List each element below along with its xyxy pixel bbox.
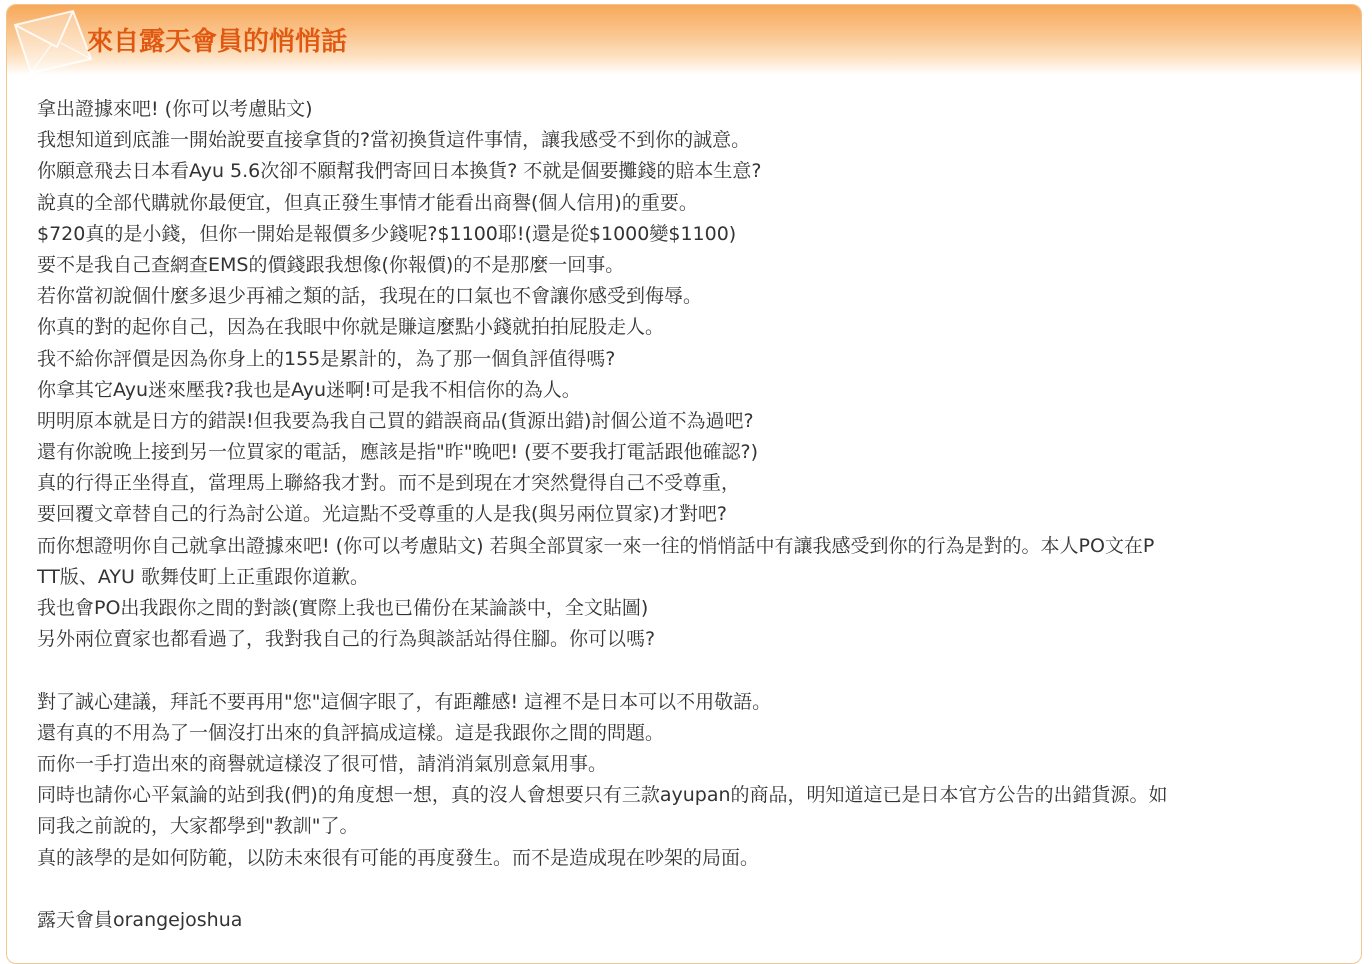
message-line: 你願意飛去日本看Ayu 5.6次卻不願幫我們寄回日本換貨? 不就是個要攤錢的賠本生意? <box>37 160 762 183</box>
message-line: 還有真的不用為了一個沒打出來的負評搞成這樣。這是我跟你之間的問題。 <box>37 721 665 744</box>
message-line: 我也會PO出我跟你之間的對談(實際上我也已備份在某論談中，全文貼圖) <box>37 597 649 619</box>
message-line: 同時也請你心平氣論的站到我(們)的角度想一想，真的沒人會想要只有三款ayupan的商品，明知道這已是日本官方公告的出錯貨源。如 <box>37 784 1168 807</box>
message-line: 而你想證明你自己就拿出證據來吧! (你可以考慮貼文) 若與全部買家一來一往的悄悄話中有讓我感受到你的行為是對的。本人PO文在P <box>37 534 1155 557</box>
message-header <box>7 5 1361 75</box>
message-line: 你拿其它Ayu迷來壓我?我也是Ayu迷啊!可是我不相信你的為人。 <box>37 378 581 401</box>
page-title: 來自露天會員的悄悄話 <box>87 27 348 57</box>
message-line: TT版、AYU 歌舞伎町上正重跟你道歉。 <box>37 565 369 588</box>
paragraph-spacer <box>37 874 1335 905</box>
message-paragraph-1 <box>37 94 1335 655</box>
message-line: 真的行得正坐得直，當理馬上聯絡我才對。而不是到現在才突然覺得自己不受尊重， <box>37 472 741 495</box>
message-paragraph-2 <box>37 687 1335 874</box>
message-line: 明明原本就是日方的錯誤!但我要為我自己買的錯誤商品(貨源出錯)討個公道不為過吧? <box>37 409 754 432</box>
message-line: 而你一手打造出來的商譽就這樣沒了很可惜，請消消氣別意氣用事。 <box>37 752 608 775</box>
message-line: $720真的是小錢，但你一開始是報價多少錢呢?$1100耶!(還是從$1000變$1100) <box>37 222 737 245</box>
envelope-icon <box>11 7 97 75</box>
message-line: 要回覆文章替自己的行為討公道。光這點不受尊重的人是我(與另兩位買家)才對吧? <box>37 503 727 526</box>
paragraph-spacer <box>37 655 1335 686</box>
message-line: 若你當初說個什麼多退少再補之類的話，我現在的口氣也不會讓你感受到侮辱。 <box>37 285 703 308</box>
message-line: 你真的對的起你自己，因為在我眼中你就是賺這麼點小錢就拍拍屁股走人。 <box>37 316 665 339</box>
message-line: 要不是我自己查網查EMS的價錢跟我想像(你報價)的不是那麼一回事。 <box>37 253 625 276</box>
message-body <box>37 94 1335 936</box>
message-line: 說真的全部代購就你最便宜，但真正發生事情才能看出商譽(個人信用)的重要。 <box>37 191 698 214</box>
message-signature: 露天會員orangejoshua <box>37 908 243 931</box>
message-line: 真的該學的是如何防範，以防未來很有可能的再度發生。而不是造成現在吵架的局面。 <box>37 846 760 869</box>
message-line: 我想知道到底誰一開始說要直接拿貨的?當初換貨這件事情，讓我感受不到你的誠意。 <box>37 129 751 152</box>
message-line: 同我之前說的，大家都學到"教訓"了。 <box>37 815 359 838</box>
message-line: 拿出證據來吧! (你可以考慮貼文) <box>37 98 313 120</box>
message-line: 還有你說晚上接到另一位買家的電話，應該是指"昨"晚吧! (要不要我打電話跟他確認?) <box>37 441 759 464</box>
message-line: 對了誠心建議，拜託不要再用"您"這個字眼了，有距離感! 這裡不是日本可以不用敬語。 <box>37 690 772 713</box>
message-line: 我不給你評價是因為你身上的155是累計的，為了那一個負評值得嗎? <box>37 347 616 370</box>
message-line: 另外兩位賣家也都看過了，我對我自己的行為與談話站得住腳。你可以嗎? <box>37 628 656 651</box>
